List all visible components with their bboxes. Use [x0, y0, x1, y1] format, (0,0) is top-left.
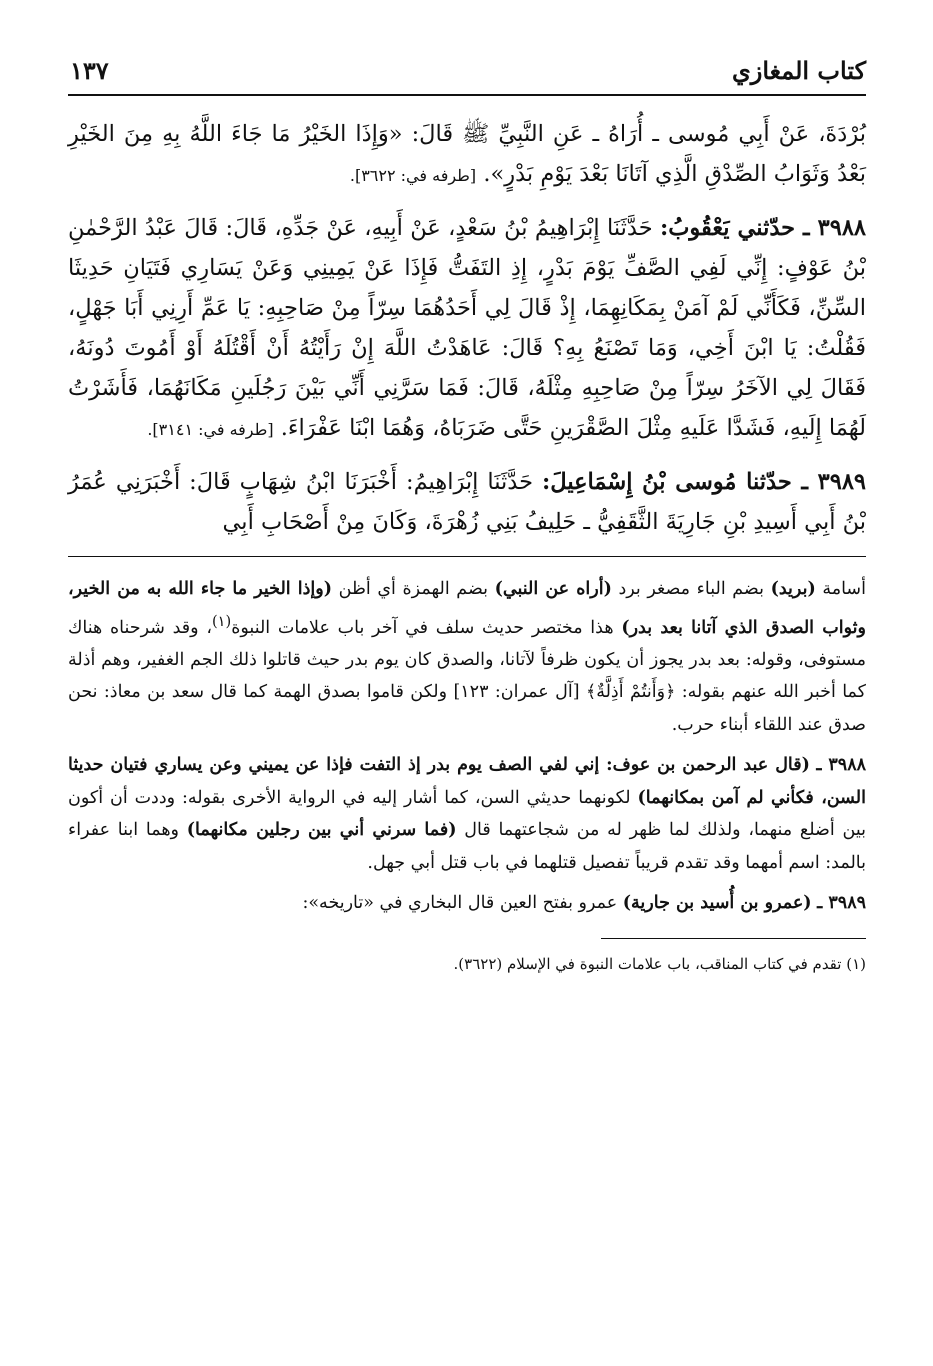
commentary-text: لكونهما حديثي السن، كما أشار إليه في الرواية الأخرى بقوله: وددت أن أكون بين أضلع منهما، ولذلك لما ظهر له من شجاعتهما قال [68, 787, 866, 841]
book-page [68, 52, 866, 1342]
page-header [68, 52, 866, 96]
commentary-quote: (قال عبد الرحمن بن عوف: إني لفي الصف يوم بدر إذ التفت فإذا عن يميني وعن يساري فتيان حديثا السن، فكأني لم آمن بمكانهما) [68, 755, 866, 808]
hadith-paragraph-1 [68, 114, 866, 196]
commentary-quote: (فما سرني أني بين رجلين مكانهما) [186, 820, 457, 841]
commentary-text: بضم الباء مصغر برد [618, 579, 764, 599]
commentary-quote: (بريد) [770, 579, 816, 599]
hadith-1-text: بُرْدَةَ، عَنْ أَبِي مُوسى ـ أُرَاهُ ـ عَنِ النَّبِيِّ ﷺ قَالَ: «وَإِذَا الخَيْرُ مَا جَاءَ اللَّهُ بِهِ مِنَ الخَيْرِ بَعْدُ وَثَوَابُ الصِّدْقِ الَّذِي آتَانَا بَعْدَ يَوْمِ بَدْرٍ». [68, 121, 866, 187]
commentary-text: بضم الهمزة أي أظن [338, 579, 488, 599]
commentary-quote: (عمرو بن أُسيد بن جارية) [622, 893, 812, 914]
footnote-marker: (١) [211, 612, 232, 630]
commentary-text: وهما ابنا عفراء بالمد: اسم أمهما وقد تقدم قريباً تفصيل قتلهما في باب قتل أبي جهل. [68, 820, 866, 873]
commentary [68, 573, 866, 920]
commentary-paragraph-3988 [68, 749, 866, 879]
hadith-1-reference: [طرفه في: ٣٦٢٢]. [349, 166, 477, 185]
page-number: ١٣٧ [70, 56, 109, 85]
hadith-paragraph-3989 [68, 462, 866, 542]
commentary-quote: (أراه عن النبي) [494, 579, 612, 599]
commentary-text: ، وقد شرحناه هناك مستوفى، وقوله: بعد بدر يجوز أن يكون ظرفاً لآتانا، والصدق كان يوم بدر حيث قاتلوا ذلك الجم الغفير، وهم أذلة كما أخبر الله عنهم بقوله: ﴿وَأَنتُمْ أَذِلَّةٌ﴾ [آل عمران: ١٢٣] ولكن قاموا بصدق الهمة كما قال سعد بن معاذ: نحن صدق عند اللقاء أبناء حرب. [68, 617, 866, 735]
commentary-number: ٣٩٨٩ ـ [817, 893, 866, 914]
commentary-paragraph-3989 [68, 887, 866, 920]
commentary-quote: (وإذا الخير ما جاء الله به من الخير، وثواب الصدق الذي آتانا بعد بدر) [68, 579, 866, 638]
commentary-text: أسامة [822, 579, 866, 599]
hadith-3988-text: حَدَّثَنَا إِبْرَاهِيمُ بْنُ سَعْدٍ، عَنْ أَبِيهِ، عَنْ جَدِّهِ، قَالَ: قَالَ عَبْدُ الرَّحْمٰنِ بْنُ عَوْفٍ: إِنِّي لَفِي الصَّفِّ يَوْمَ بَدْرٍ، إِذِ التَفَتُّ فَإِذَا عَنْ يَمِينِي وَعَنْ يَسَارِي فَتَيَانِ حَدِيثَا السِّنِّ، فَكَأَنِّي لَمْ آمَنْ بِمَكَانِهِمَا، إِذْ قَالَ لِي أَحَدُهُمَا سِرّاً مِنْ صَاحِبِهِ: يَا عَمِّ أَرِنِي أَبَا جَهْلٍ، فَقُلْتُ: يَا ابْنَ أَخِي، وَمَا تَصْنَعُ بِهِ؟ قَالَ: عَاهَدْتُ اللَّهَ إِنْ رَأَيْتُهُ أَنْ أَقْتُلَهُ أَوْ أَمُوتَ دُونَهُ، فَقَالَ لِي الآخَرُ سِرّاً مِنْ صَاحِبِهِ مِثْلَهُ، قَالَ: فَمَا سَرَّنِي أَنِّي بَيْنَ رَجُلَينِ مَكَانَهُمَا، فَأَشَرْتُ لَهُمَا إِلَيهِ، فَشَدَّا عَلَيهِ مِثْلَ الصَّقْرَينِ حَتَّى ضَرَبَاهُ، وَهُمَا ابْنَا عَفْرَاءَ. [68, 215, 866, 441]
commentary-paragraph-1 [68, 573, 866, 741]
commentary-text: هذا مختصر حديث سلف في آخر باب علامات النبوة [231, 617, 614, 638]
hadith-3989-number: ٣٩٨٩ ـ حدّثنا مُوسى بْنُ إِسْمَاعِيلَ: [541, 469, 867, 495]
hadith-text [68, 114, 866, 542]
hadith-3988-number: ٣٩٨٨ ـ حدّثني يَعْقُوبُ: [659, 215, 866, 241]
commentary-number: ٣٩٨٨ ـ [816, 755, 866, 776]
hadith-paragraph-3988 [68, 208, 866, 450]
section-divider [68, 556, 866, 557]
footnote: (١) تقدم في كتاب المناقب، باب علامات النبوة في الإسلام (٣٦٢٢). [453, 954, 866, 973]
book-title: كتاب المغازي [731, 56, 866, 85]
commentary-text: عمرو بفتح العين قال البخاري في «تاريخه»: [302, 893, 618, 914]
footnote-divider [601, 938, 866, 939]
hadith-3988-reference: [طرفه في: ٣١٤١]. [147, 420, 274, 439]
hadith-3989-text: حَدَّثَنَا إِبْرَاهِيمُ: أَخْبَرَنَا ابْنُ شِهَابٍ قَالَ: أَخْبَرَنِي عُمَرُ بْنُ أَبِي أَسِيدِ بْنِ جَارِيَةَ الثَّقَفِيُّ ـ حَلِيفُ بَنِي زُهْرَةَ، وَكَانَ مِنْ أَصْحَابِ أَبِي [68, 469, 866, 535]
